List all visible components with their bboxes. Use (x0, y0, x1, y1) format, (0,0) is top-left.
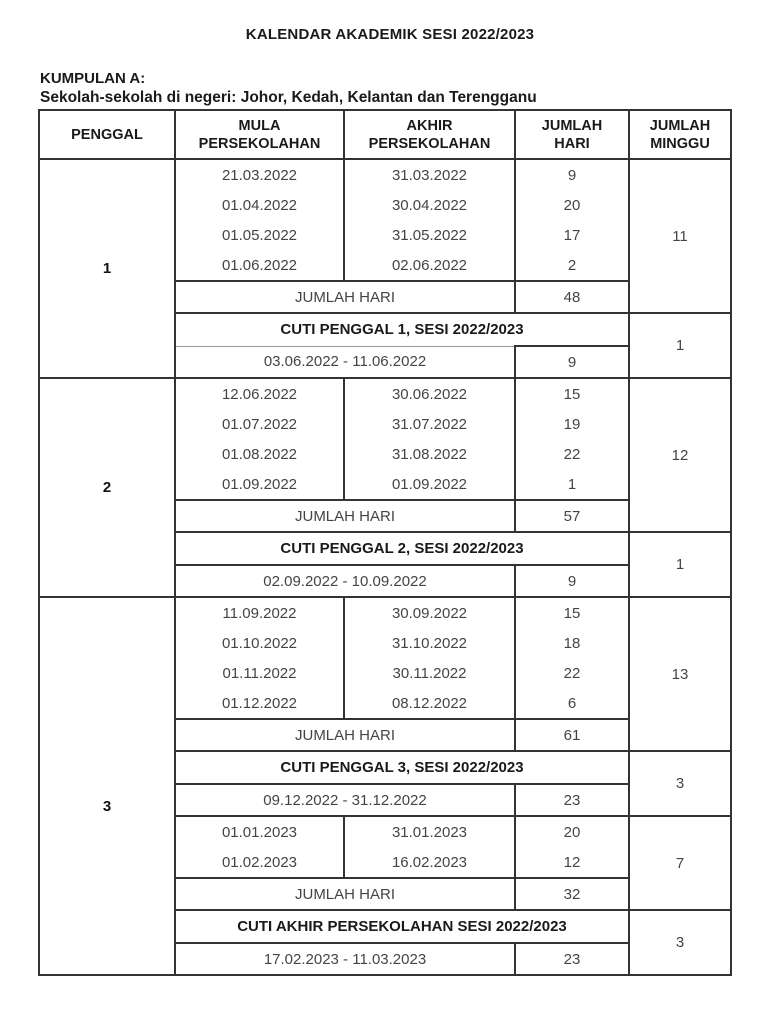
holiday-range: 09.12.2022 - 31.12.2022 (175, 784, 515, 816)
end-date: 16.02.2023 (344, 847, 515, 878)
weeks: 7 (629, 816, 731, 910)
days: 2 (515, 250, 629, 281)
group-label: KUMPULAN A: (40, 70, 146, 87)
total-days: 61 (515, 719, 629, 751)
holiday-title: CUTI PENGGAL 3, SESI 2022/2023 (175, 751, 629, 784)
academic-calendar-table (38, 109, 732, 976)
holiday-title: CUTI PENGGAL 2, SESI 2022/2023 (175, 532, 629, 565)
start-date: 01.11.2022 (175, 658, 344, 688)
end-date: 30.06.2022 (344, 378, 515, 409)
header-minggu-line2: MINGGU (650, 135, 710, 152)
header-minggu-line1: JUMLAH (649, 117, 711, 134)
total-label: JUMLAH HARI (175, 719, 515, 751)
days: 20 (515, 190, 629, 220)
table-row (39, 597, 731, 628)
term-cell: 2 (39, 378, 175, 597)
header-row (39, 110, 731, 159)
weeks: 13 (629, 597, 731, 751)
start-date: 11.09.2022 (175, 597, 344, 628)
days: 15 (515, 597, 629, 628)
days: 12 (515, 847, 629, 878)
total-label: JUMLAH HARI (175, 281, 515, 313)
end-date: 31.10.2022 (344, 628, 515, 658)
start-date: 01.08.2022 (175, 439, 344, 469)
start-date: 01.05.2022 (175, 220, 344, 250)
header-jumlah-hari (515, 110, 629, 159)
end-date: 31.08.2022 (344, 439, 515, 469)
start-date: 12.06.2022 (175, 378, 344, 409)
days: 9 (515, 159, 629, 190)
holiday-weeks: 1 (629, 532, 731, 597)
start-date: 01.12.2022 (175, 688, 344, 719)
days: 17 (515, 220, 629, 250)
header-penggal (39, 110, 175, 159)
header-mula-line1: MULA (238, 117, 281, 134)
end-date: 31.07.2022 (344, 409, 515, 439)
start-date: 01.06.2022 (175, 250, 344, 281)
total-label: JUMLAH HARI (175, 878, 515, 910)
header-jumlah-minggu (629, 110, 731, 159)
header-penggal-label: PENGGAL (71, 126, 143, 143)
end-date: 31.05.2022 (344, 220, 515, 250)
header-mula (175, 110, 344, 159)
total-days: 32 (515, 878, 629, 910)
end-date: 30.04.2022 (344, 190, 515, 220)
weeks: 12 (629, 378, 731, 532)
start-date: 01.02.2023 (175, 847, 344, 878)
end-date: 08.12.2022 (344, 688, 515, 719)
header-akhir (344, 110, 515, 159)
start-date: 01.10.2022 (175, 628, 344, 658)
holiday-title: CUTI PENGGAL 1, SESI 2022/2023 (175, 313, 629, 346)
holiday-days: 23 (515, 784, 629, 816)
holiday-weeks: 1 (629, 313, 731, 378)
start-date: 01.04.2022 (175, 190, 344, 220)
end-date: 02.06.2022 (344, 250, 515, 281)
holiday-weeks: 3 (629, 910, 731, 975)
header-akhir-line2: PERSEKOLAHAN (368, 135, 491, 152)
days: 1 (515, 469, 629, 500)
total-label: JUMLAH HARI (175, 500, 515, 532)
end-date: 31.01.2023 (344, 816, 515, 847)
states-line: Sekolah-sekolah di negeri: Johor, Kedah, Kelantan dan Terengganu (40, 89, 537, 106)
term-cell: 3 (39, 597, 175, 975)
holiday-weeks: 3 (629, 751, 731, 816)
table-row (39, 378, 731, 409)
days: 15 (515, 378, 629, 409)
start-date: 01.01.2023 (175, 816, 344, 847)
final-holiday-days: 23 (515, 943, 629, 975)
header-hari-line2: HARI (554, 135, 590, 152)
start-date: 21.03.2022 (175, 159, 344, 190)
days: 18 (515, 628, 629, 658)
days: 6 (515, 688, 629, 719)
weeks: 11 (629, 159, 731, 313)
header-hari-line1: JUMLAH (541, 117, 603, 134)
days: 22 (515, 439, 629, 469)
final-holiday-range: 17.02.2023 - 11.03.2023 (175, 943, 515, 975)
document-title: KALENDAR AKADEMIK SESI 2022/2023 (245, 26, 535, 43)
start-date: 01.09.2022 (175, 469, 344, 500)
end-date: 30.09.2022 (344, 597, 515, 628)
table-row (39, 159, 731, 190)
days: 19 (515, 409, 629, 439)
start-date: 01.07.2022 (175, 409, 344, 439)
total-days: 48 (515, 281, 629, 313)
holiday-range: 02.09.2022 - 10.09.2022 (175, 565, 515, 597)
header-akhir-line1: AKHIR (406, 117, 453, 134)
holiday-days: 9 (515, 346, 629, 378)
term-cell: 1 (39, 159, 175, 378)
holiday-days: 9 (515, 565, 629, 597)
end-date: 31.03.2022 (344, 159, 515, 190)
final-holiday-title: CUTI AKHIR PERSEKOLAHAN SESI 2022/2023 (175, 910, 629, 943)
end-date: 30.11.2022 (344, 658, 515, 688)
holiday-range: 03.06.2022 - 11.06.2022 (175, 346, 515, 378)
days: 20 (515, 816, 629, 847)
end-date: 01.09.2022 (344, 469, 515, 500)
days: 22 (515, 658, 629, 688)
total-days: 57 (515, 500, 629, 532)
header-mula-line2: PERSEKOLAHAN (198, 135, 321, 152)
